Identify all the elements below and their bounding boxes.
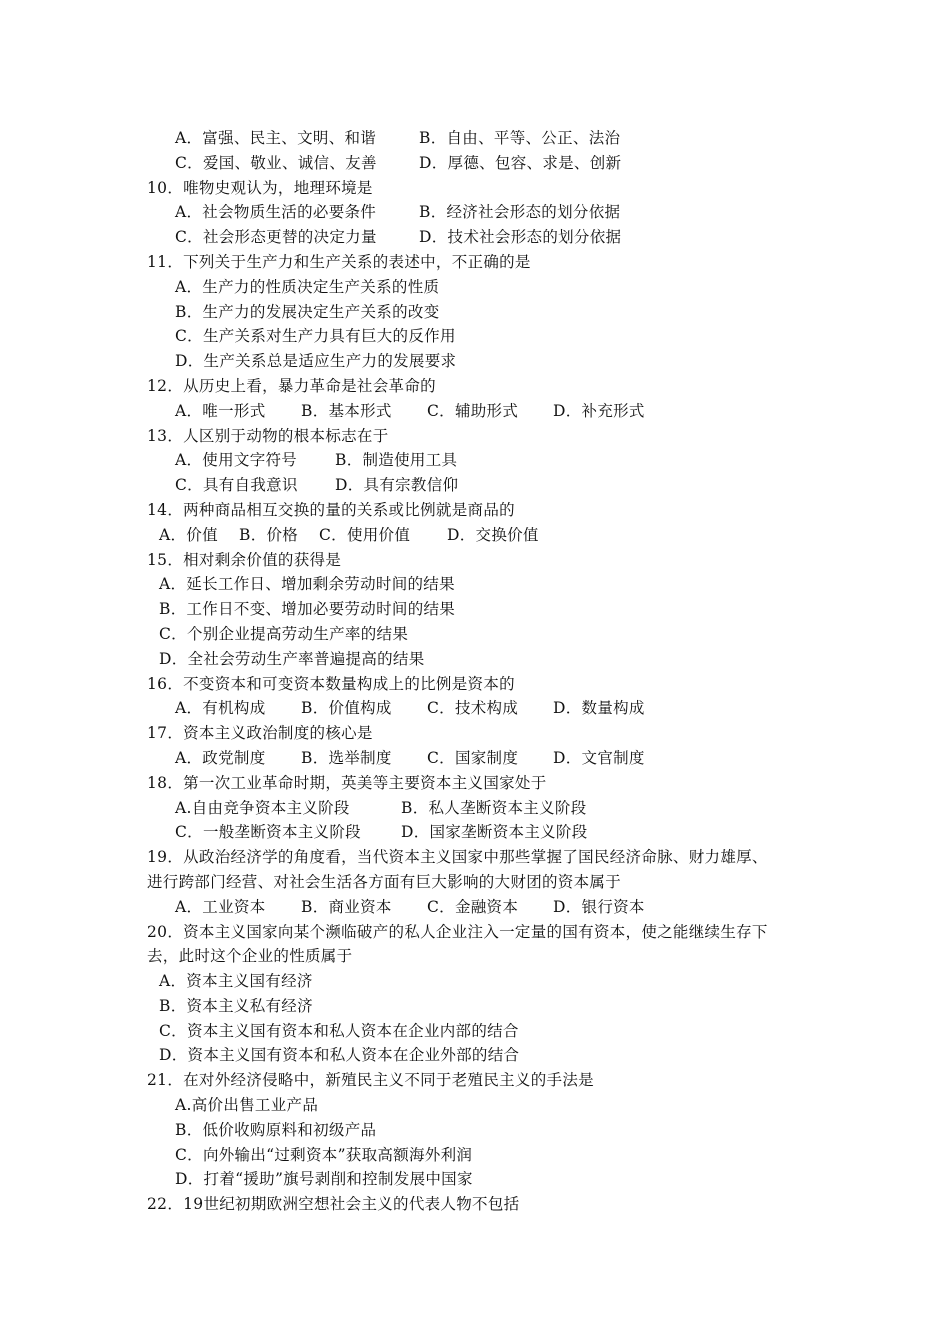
q20-option-d: D．资本主义国有资本和私人资本在企业外部的结合: [159, 1046, 520, 1065]
q20-option-a: A．资本主义国有经济: [159, 972, 313, 991]
q12-option-a: A．唯一形式: [175, 401, 266, 420]
q18-option-b: B．私人垄断资本主义阶段: [401, 798, 587, 817]
q13-option-d: D．具有宗教信仰: [335, 476, 459, 495]
q21-stem: 21．在对外经济侵略中，新殖民主义不同于老殖民主义的手法是: [147, 1071, 594, 1090]
q10-option-c: C．社会形态更替的决定力量: [175, 228, 377, 247]
q20-stem-line-2: 去，此时这个企业的性质属于: [147, 947, 353, 966]
q21-option-a: A.高价出售工业产品: [175, 1096, 319, 1115]
q20-option-c: C．资本主义国有资本和私人资本在企业内部的结合: [159, 1021, 519, 1040]
q14-option-c: C．使用价值: [319, 525, 411, 544]
q9-option-b: B．自由、平等、公正、法治: [419, 129, 621, 147]
q14-option-b: B．价格: [239, 525, 299, 544]
q16-option-a: A．有机构成: [175, 699, 266, 718]
q11-stem: 11．下列关于生产力和生产关系的表述中，不正确的是: [147, 252, 531, 271]
q21-option-c: C．向外输出“过剩资本”获取高额海外利润: [175, 1145, 473, 1164]
q12-options-row: [147, 399, 817, 424]
q19-option-b: B．商业资本: [301, 897, 392, 916]
q19-option-c: C．金融资本: [427, 897, 519, 916]
q17-option-d: D．文官制度: [553, 748, 645, 767]
q22-stem: 22．19世纪初期欧洲空想社会主义的代表人物不包括: [147, 1195, 520, 1214]
q12-stem: 12．从历史上看，暴力革命是社会革命的: [147, 376, 436, 395]
q19-stem-line-1: 19．从政治经济学的角度看，当代资本主义国家中那些掌握了国民经济命脉、财力雄厚、: [147, 848, 768, 867]
q14-option-a: A．价值: [159, 525, 218, 544]
q12-option-b: B．基本形式: [301, 401, 392, 420]
q10-stem: 10．唯物史观认为，地理环境是: [147, 178, 373, 197]
q19-options-row: [147, 895, 817, 920]
q18-stem: 18．第一次工业革命时期，英美等主要资本主义国家处于: [147, 773, 547, 792]
q21-option-b: B．低价收购原料和初级产品: [175, 1120, 377, 1139]
q11-option-c: C．生产关系对生产力具有巨大的反作用: [175, 327, 456, 346]
q20-stem-line-1: 20．资本主义国家向某个濒临破产的私人企业注入一定量的国有资本，使之能继续生存下: [147, 922, 768, 941]
q16-options-row: [147, 696, 817, 721]
q17-stem: 17．资本主义政治制度的核心是: [147, 724, 373, 743]
q11-option-a: A．生产力的性质决定生产关系的性质: [175, 277, 440, 296]
q14-option-d: D．交换价值: [447, 525, 539, 544]
q10-option-b: B．经济社会形态的划分依据: [419, 203, 621, 222]
q10-options-row-1: [147, 200, 817, 225]
q17-option-c: C．国家制度: [427, 748, 519, 767]
q9-option-c: C．爱国、敬业、诚信、友善: [175, 153, 377, 172]
q18-option-c: C．一般垄断资本主义阶段: [175, 823, 361, 842]
q19-option-a: A．工业资本: [175, 897, 266, 916]
q12-option-c: C．辅助形式: [427, 401, 519, 420]
q15-option-c: C．个别企业提高劳动生产率的结果: [159, 624, 409, 643]
q14-options-row: [147, 523, 817, 548]
q10-option-a: A．社会物质生活的必要条件: [175, 203, 377, 222]
q11-option-d: D．生产关系总是适应生产力的发展要求: [175, 352, 457, 371]
q17-options-row: [147, 746, 817, 771]
q11-option-b: B．生产力的发展决定生产关系的改变: [175, 302, 440, 321]
q17-option-b: B．选举制度: [301, 748, 392, 767]
q16-option-c: C．技术构成: [427, 699, 519, 718]
q9-options-row-1: [147, 126, 817, 151]
q13-options-row-1: [147, 448, 817, 473]
q13-option-c: C．具有自我意识: [175, 476, 298, 495]
question-list: [147, 126, 817, 1217]
q13-options-row-2: [147, 473, 817, 498]
q15-option-a: A．延长工作日、增加剩余劳动时间的结果: [159, 575, 455, 594]
q10-option-d: D．技术社会形态的划分依据: [419, 228, 622, 247]
q16-option-d: D．数量构成: [553, 699, 645, 718]
q13-option-b: B．制造使用工具: [335, 451, 458, 470]
q20-option-b: B．资本主义私有经济: [159, 996, 313, 1015]
q18-options-row-2: [147, 820, 817, 845]
q10-options-row-2: [147, 225, 817, 250]
q12-option-d: D．补充形式: [553, 401, 645, 420]
q15-option-d: D．全社会劳动生产率普遍提高的结果: [159, 649, 425, 668]
q18-options-row-1: [147, 796, 817, 821]
q17-option-a: A．政党制度: [175, 748, 266, 767]
q15-stem: 15．相对剩余价值的获得是: [147, 550, 342, 569]
q14-stem: 14．两种商品相互交换的量的关系或比例就是商品的: [147, 500, 515, 519]
q13-stem: 13．人区别于动物的根本标志在于: [147, 426, 389, 445]
q18-option-d: D．国家垄断资本主义阶段: [401, 823, 588, 842]
q19-stem-line-2: 进行跨部门经营、对社会生活各方面有巨大影响的大财团的资本属于: [147, 872, 622, 891]
q16-option-b: B．价值构成: [301, 699, 392, 718]
q9-options-row-2: [147, 151, 817, 176]
q15-option-b: B．工作日不变、增加必要劳动时间的结果: [159, 600, 456, 619]
q9-option-d: D．厚德、包容、求是、创新: [419, 153, 622, 172]
q9-option-a: A．富强、民主、文明、和谐: [175, 129, 377, 147]
q13-option-a: A．使用文字符号: [175, 451, 298, 470]
q16-stem: 16．不变资本和可变资本数量构成上的比例是资本的: [147, 674, 515, 693]
q18-option-a: A.自由竞争资本主义阶段: [175, 798, 350, 817]
q21-option-d: D．打着“援助”旗号剥削和控制发展中国家: [175, 1170, 473, 1189]
q19-option-d: D．银行资本: [553, 897, 645, 916]
